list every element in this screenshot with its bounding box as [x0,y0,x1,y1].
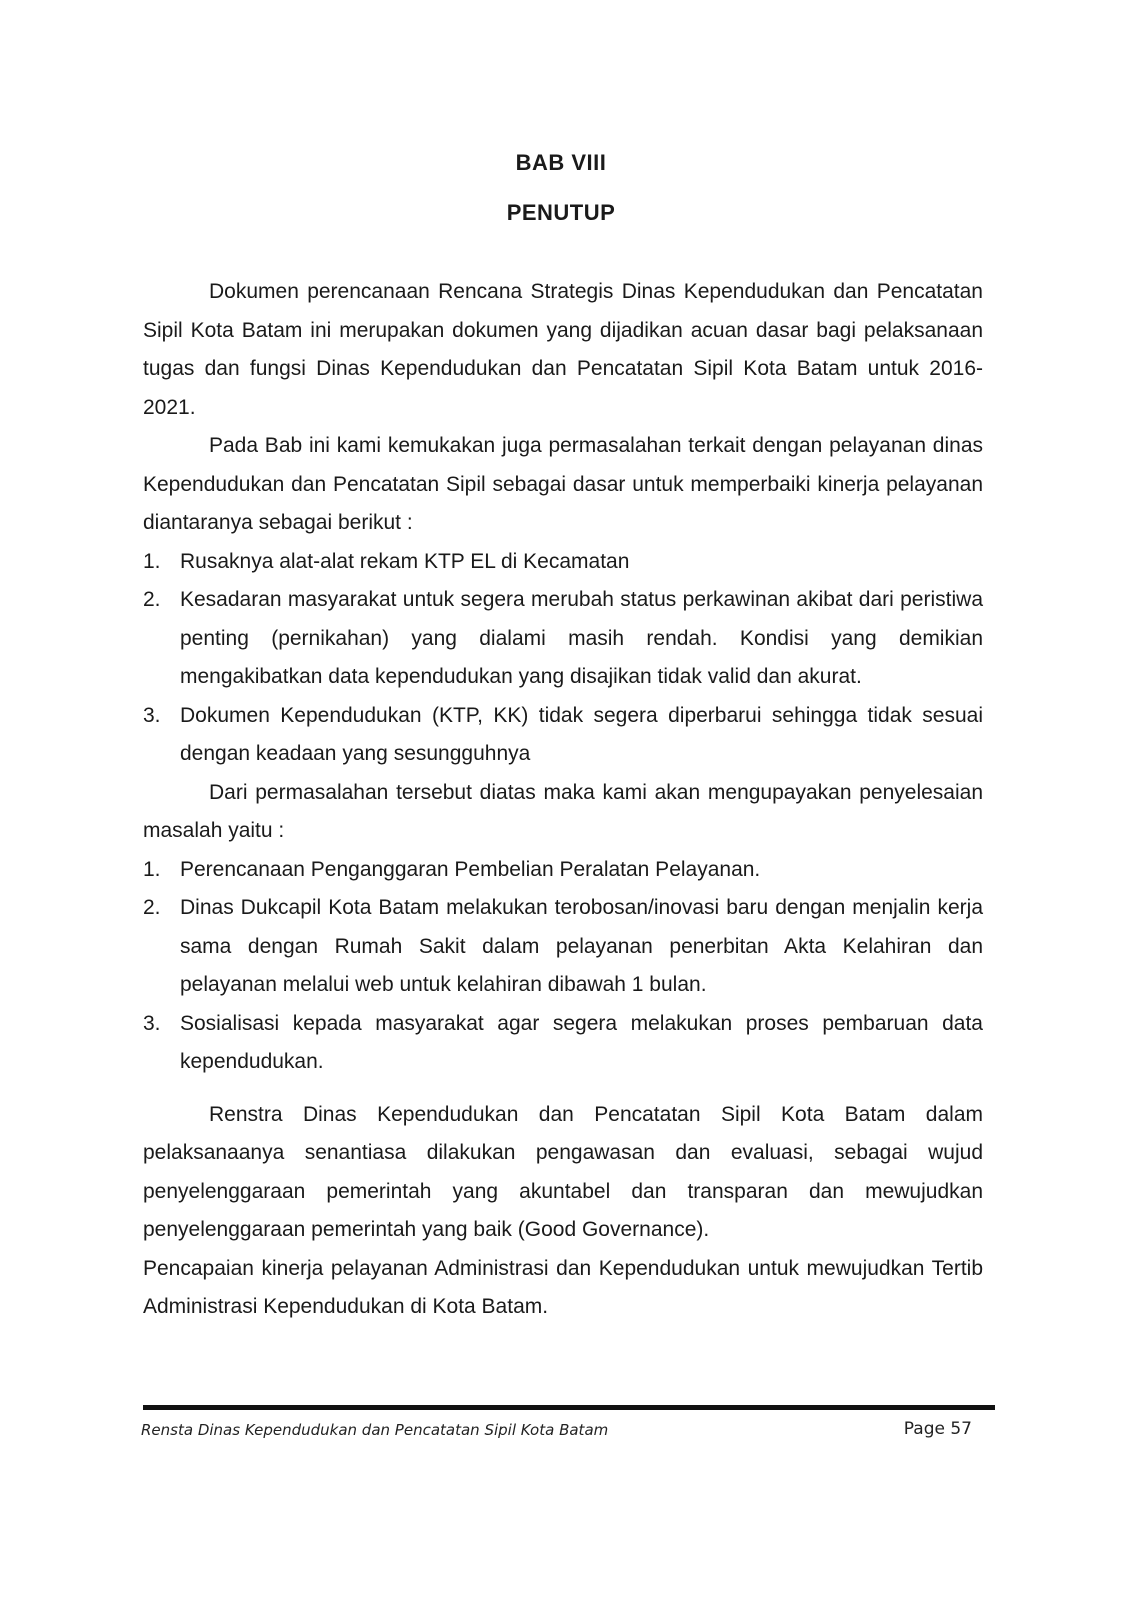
renstra-paragraph: Renstra Dinas Kependudukan dan Pencatatan Sipil Kota Batam dalam pelaksanaanya senantiasa dilakukan pengawasan dan evaluasi, sebagai wujud penyelenggaraan pemerintah yang akuntabel dan transparan dan mewujudkan penyelenggaraan pemerintah yang baik (Good Governance). [143,1102,983,1241]
solutions-intro-paragraph: Dari permasalahan tersebut diatas maka kami akan mengupayakan penyelesaian masalah yaitu : [143,780,983,842]
page-number: Page 57 [903,1419,972,1439]
footer-document-title: Rensta Dinas Kependudukan dan Pencatatan Sipil Kota Batam [141,1421,609,1439]
list-item [143,581,983,697]
list-item-text: Sosialisasi kepada masyarakat agar segera melakukan proses pembaruan data kependudukan. [180,1011,983,1073]
list-item-text: Dokumen Kependudukan (KTP, KK) tidak segera diperbarui sehingga tidak sesuai dengan keadaan yang sesungguhnya [180,703,983,765]
list-item-number: 3. [143,1011,161,1035]
list-item-number: 3. [143,703,161,727]
list-item-number: 1. [143,549,161,573]
list-item [143,851,983,890]
closing-paragraph: Pencapaian kinerja pelayanan Administrasi dan Kependudukan untuk mewujudkan Tertib Administrasi Kependudukan di Kota Batam. [143,1256,983,1318]
chapter-heading: BAB VIII [515,150,607,175]
list-item [143,1005,983,1082]
list-item-number: 2. [143,588,161,611]
chapter-title: PENUTUP [506,200,616,225]
list-item [143,697,983,774]
list-item-number: 1. [143,857,161,881]
list-item-number: 2. [143,896,161,919]
footer-divider [143,1405,995,1410]
intro-paragraph: Dokumen perencanaan Rencana Strategis Dinas Kependudukan dan Pencatatan Sipil Kota Batam ini merupakan dokumen yang dijadikan acuan dasar bagi pelaksanaan tugas dan fungsi Dinas Kependudukan dan Pencatatan Sipil Kota Batam untuk 2016-2021. [143,280,983,419]
list-item-text: Kesadaran masyarakat untuk segera merubah status perkawinan akibat dari peristiwa penting (pernikahan) yang dialami masih rendah. Kondisi yang demikian mengakibatkan data kependudukan yang disajikan tidak valid dan akurat. [180,588,983,688]
paragraph-gap [143,1082,983,1096]
problems-list [143,543,983,774]
list-item-text: Dinas Dukcapil Kota Batam melakukan terobosan/inovasi baru dengan menjalin kerja sama dengan Rumah Sakit dalam pelayanan penerbitan Akta Kelahiran dan pelayanan melalui web untuk kelahiran dibawah 1 bulan. [180,896,983,996]
solutions-list [143,851,983,1082]
list-item-text: Rusaknya alat-alat rekam KTP EL di Kecamatan [180,549,630,573]
list-item [143,889,983,1005]
list-item [143,543,983,582]
body-content [143,273,983,1327]
problems-intro-paragraph: Pada Bab ini kami kemukakan juga permasalahan terkait dengan pelayanan dinas Kependudukan dan Pencatatan Sipil sebagai dasar untuk memperbaiki kinerja pelayanan diantaranya sebagai berikut : [143,434,983,534]
list-item-text: Perencanaan Penganggaran Pembelian Peralatan Pelayanan. [180,857,761,881]
